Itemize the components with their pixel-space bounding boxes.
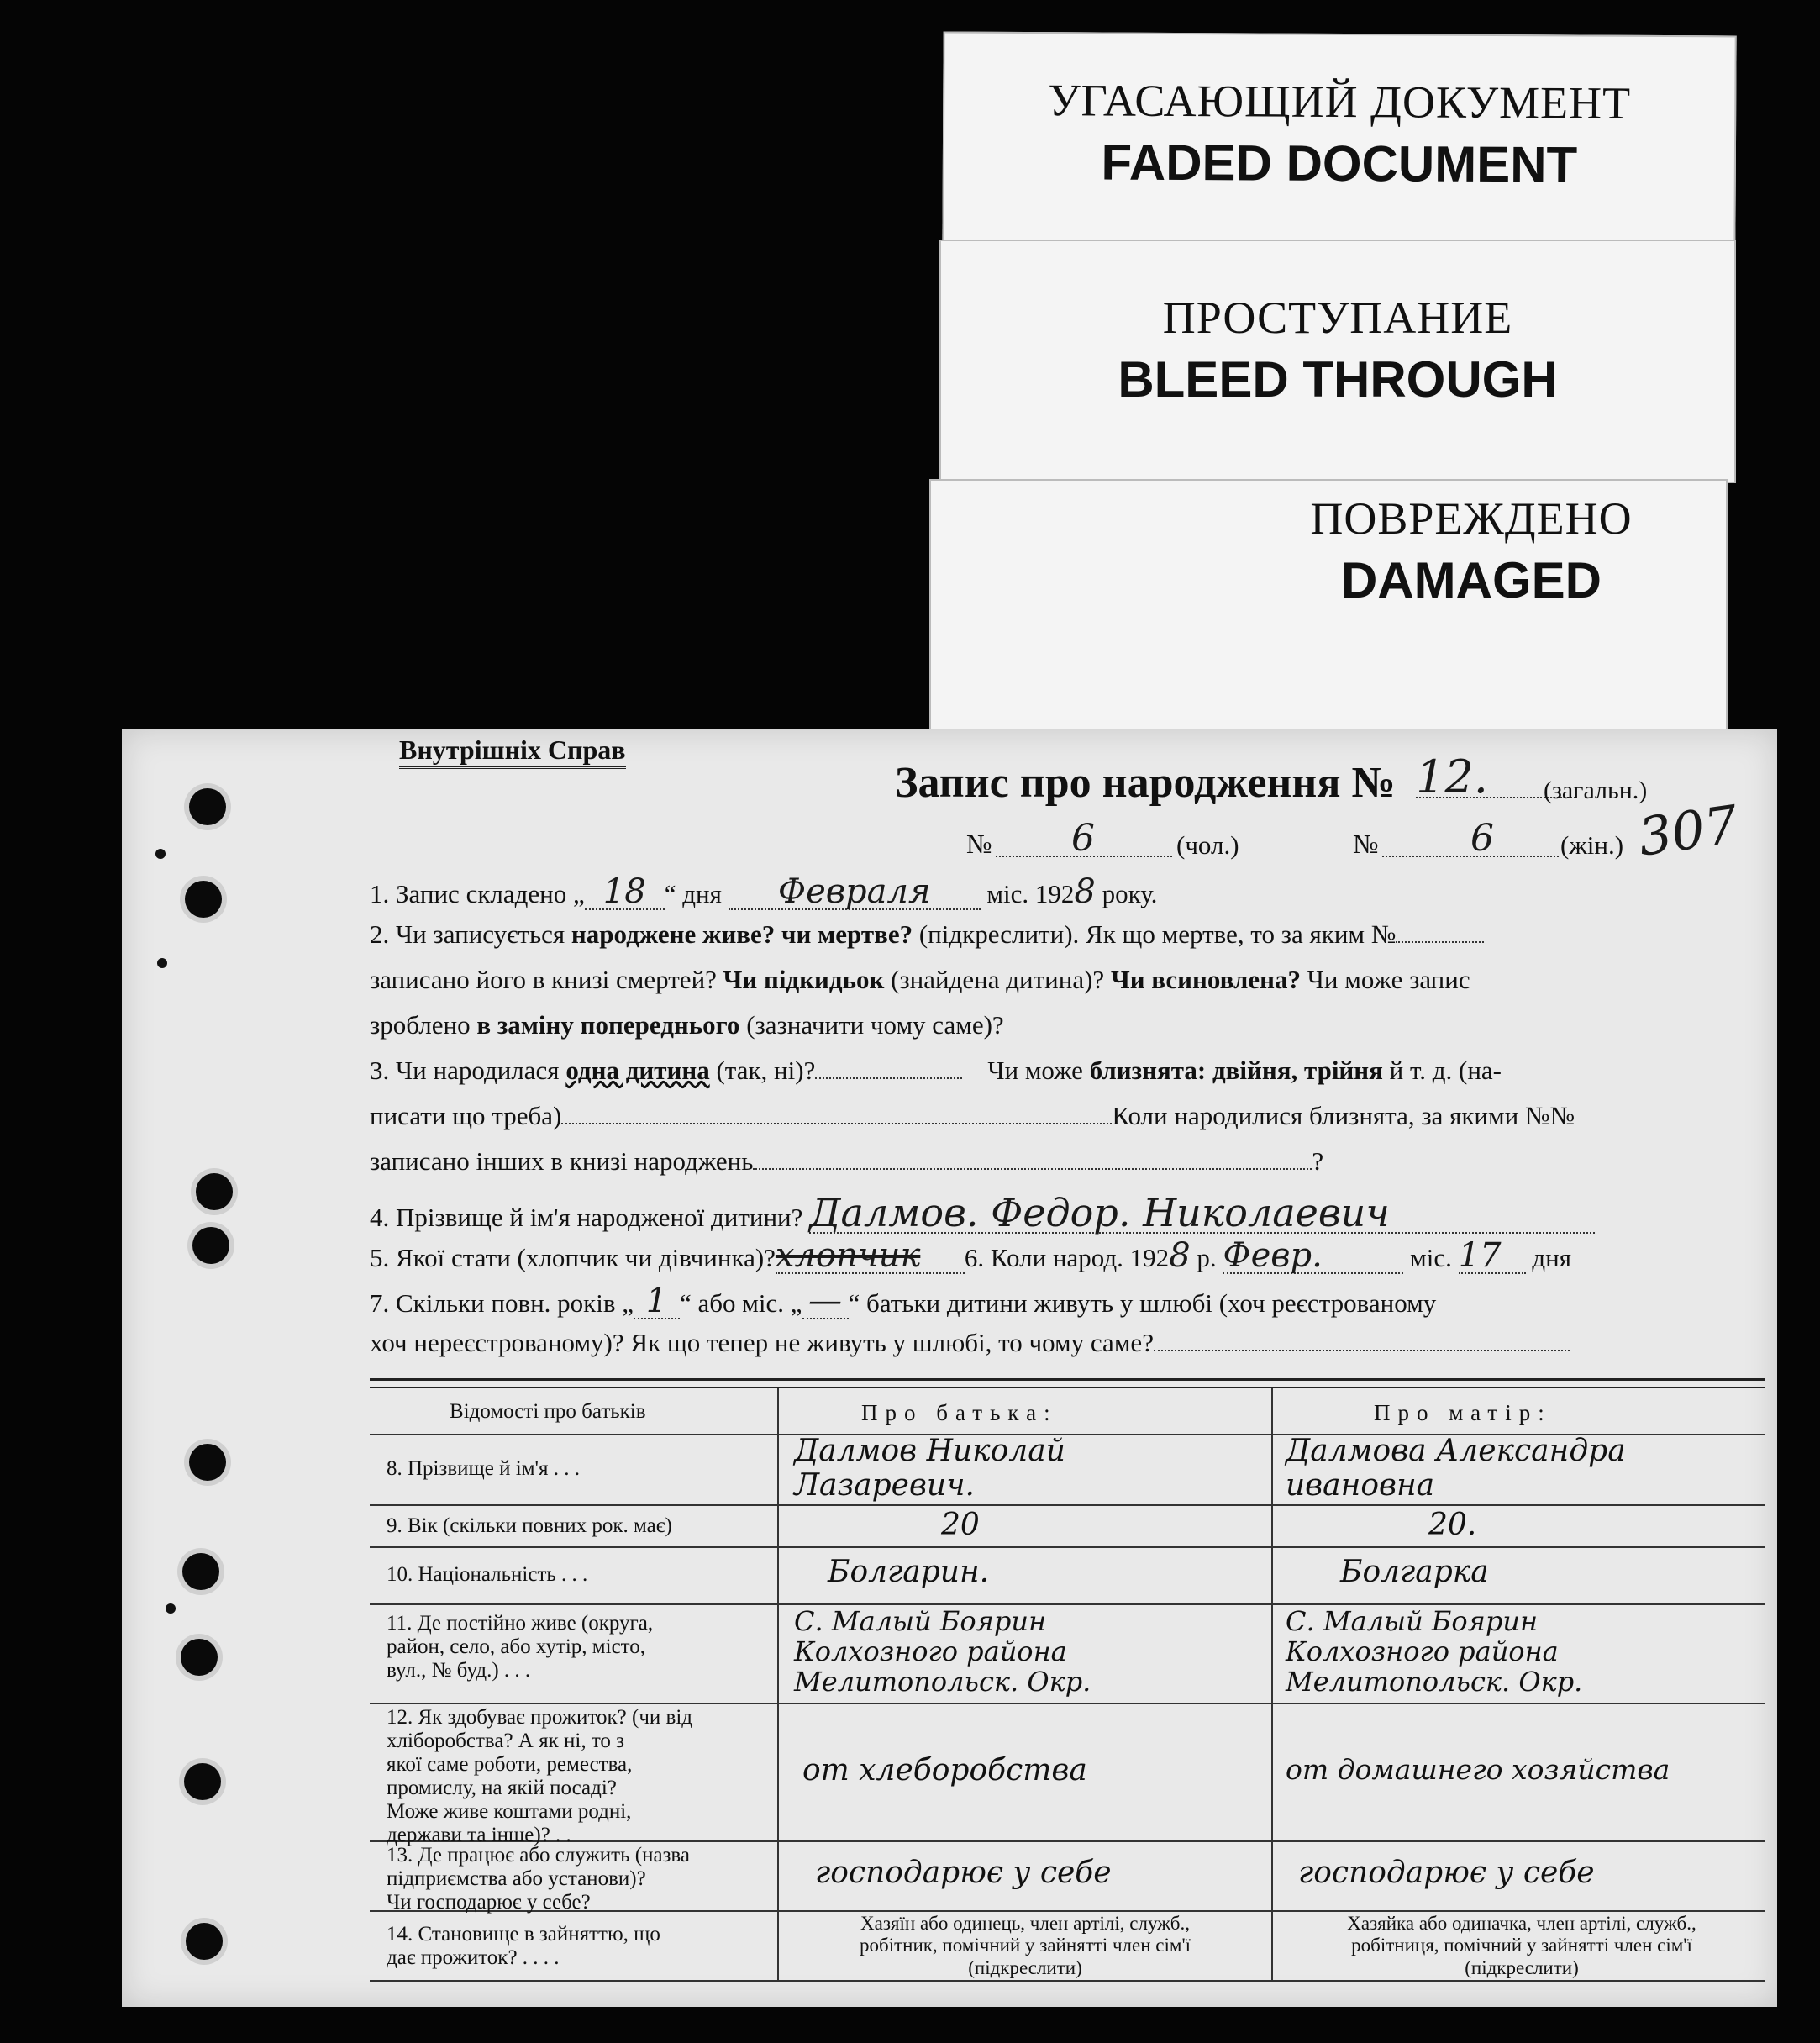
mother-residence: С. Малый Боярин Колхозного района Мелитопольск. Окр. (1286, 1605, 1583, 1698)
q3-bold: одна дитина (565, 1056, 710, 1085)
q7-months: — (802, 1284, 849, 1319)
punch-hole (189, 1444, 226, 1481)
row-label: 14. Становище в зайняттю, що дає прожиток? . . . . (387, 1923, 660, 1969)
q1-text: “ дня (664, 879, 722, 908)
col-divider (1271, 1388, 1273, 1981)
female-number-line (1382, 856, 1559, 857)
q7-line-2 (370, 1330, 1570, 1356)
bleed-through-card (939, 240, 1736, 483)
card-label-ru: ПОВРЕЖДЕНО (1310, 493, 1633, 544)
q5-value: хлопчик (776, 1239, 965, 1274)
father-livelihood: от хлеборобства (802, 1753, 1087, 1788)
punch-hole (186, 1923, 223, 1960)
male-number-value: 6 (1071, 817, 1095, 860)
card-label-en: BLEED THROUGH (1118, 351, 1558, 408)
q6-text: дня (1532, 1243, 1572, 1272)
row-divider (370, 1603, 1765, 1605)
mother-name: Далмова Александра ивановна (1286, 1434, 1626, 1503)
female-number-sign: № (1353, 829, 1379, 859)
q4-line (370, 1190, 1595, 1235)
q3-line-2 (370, 1103, 1575, 1129)
female-label: (жін.) (1560, 830, 1624, 860)
q3-text: писати що треба) (370, 1101, 562, 1130)
q1-year: 8 (1074, 872, 1096, 911)
q3-text: записано інших в книзі народжень (370, 1146, 754, 1176)
row-label: 8. Прізвище й ім'я . . . (387, 1457, 581, 1480)
row-label: 9. Вік (скільки повних рок. має) (387, 1514, 672, 1537)
record-number: 12. (1416, 750, 1488, 803)
father-nationality: Болгарин. (828, 1555, 990, 1589)
q3-blank (561, 1123, 1112, 1124)
q1-text: міс. 192 (986, 879, 1075, 908)
q7-text: 7. Скільки повн. років „ (370, 1288, 634, 1318)
father-residence: С. Малый Боярин Колхозного района Мелитопольск. Окр. (794, 1605, 1091, 1698)
q3-text: (так, ні)? (709, 1056, 816, 1085)
father-name: Далмов Николай Лазаревич. (794, 1434, 1065, 1503)
ink-dot (155, 849, 166, 859)
q5-text: 5. Якої стати (хлопчик чи дівчинка)? (370, 1243, 776, 1272)
q2-text: 2. Чи записується (370, 919, 571, 949)
mother-nationality: Болгарка (1340, 1555, 1489, 1589)
q7-text: хоч нереєстрованому)? Як що тепер не живуть у шлюбі, то чому саме? (370, 1328, 1154, 1357)
col-head-info: Відомості про батьків (450, 1400, 646, 1423)
q2-bold: народжене живе? чи мертве? (571, 919, 913, 949)
punch-hole (192, 1227, 229, 1264)
q3-bold: близнята: двійня, трійня (1089, 1056, 1383, 1085)
mother-workplace: господарює у себе (1298, 1856, 1595, 1890)
record-title: Запис про народження № (895, 759, 1396, 807)
row-divider (370, 1504, 1765, 1506)
q2-line-2 (370, 966, 1470, 993)
q1-text: 1. Запис складено „ (370, 879, 585, 908)
table-bottom (370, 1980, 1765, 1982)
mother-age: 20. (1428, 1508, 1477, 1542)
birth-record-document (122, 729, 1777, 2007)
q3-text: Коли народилися близнята, за якими №№ (1112, 1101, 1575, 1130)
punch-hole (196, 1173, 233, 1210)
col-divider (777, 1388, 779, 1981)
female-number-value: 6 (1470, 817, 1494, 860)
card-label-ru: ПРОСТУПАНИЕ (1162, 292, 1513, 343)
q2-bold: Чи всиновлена? (1110, 965, 1301, 994)
q1-text: року. (1102, 879, 1158, 908)
mother-status-options: Хазяйка або одиначка, член артілі, служб., робітниця, помічний у зайнятті член сім'ї (підкреслити) (1347, 1913, 1696, 1978)
q1-line (370, 872, 1158, 911)
q5-line (370, 1236, 1572, 1275)
ink-dot (157, 958, 167, 968)
punch-hole (184, 1763, 221, 1800)
damaged-card (929, 479, 1728, 731)
male-number-line (996, 856, 1172, 857)
q2-bold: в заміну попереднього (476, 1010, 740, 1040)
row-divider (370, 1703, 1765, 1704)
punch-hole (181, 1639, 218, 1676)
row-label: 11. Де постійно живе (округа, район, село, або хутір, місто, вул., № буд.) . . . (387, 1612, 654, 1682)
row-label: 12. Як здобуває прожиток? (чи від хліборобства? А як ні, то з якої саме роботи, ремества, промислу, на якій посаді? Може живе коштами родні, держави та інше)? . . (387, 1706, 693, 1846)
q3-blank (753, 1168, 1312, 1170)
q6-year: 8 (1169, 1236, 1191, 1275)
q2-text: зроблено (370, 1010, 477, 1040)
father-workplace: господарює у себе (815, 1856, 1112, 1890)
q3-text: 3. Чи народилася (370, 1056, 566, 1085)
card-label-en: FADED DOCUMENT (1101, 134, 1578, 193)
general-label: (загальн.) (1544, 777, 1648, 804)
q4-value: Далмов. Федор. Николаевич (809, 1193, 1595, 1234)
q3-text: ? (1312, 1146, 1324, 1176)
margin-number: 307 (1634, 793, 1742, 868)
q3-line-1 (370, 1057, 1502, 1083)
punch-hole (189, 788, 226, 825)
row-divider (370, 1546, 1765, 1548)
q1-day: 18 (585, 875, 665, 910)
table-top-rule (370, 1378, 1765, 1381)
q1-month: Февраля (729, 875, 981, 910)
col-head-father: Про батька: (861, 1400, 1058, 1425)
q7-blank (1154, 1350, 1570, 1351)
punch-hole (182, 1553, 219, 1590)
q7-text: “ або міс. „ (680, 1288, 802, 1318)
q2-line-1 (370, 921, 1484, 947)
table-top-rule (370, 1387, 1765, 1388)
q7-years: 1 (634, 1284, 680, 1319)
q6-day: 17 (1459, 1239, 1526, 1274)
q3-blank (815, 1077, 962, 1079)
male-label: (чол.) (1176, 830, 1239, 860)
q3-text: й т. д. (на- (1382, 1056, 1502, 1085)
card-label-en: DAMAGED (1341, 552, 1602, 608)
male-number-sign: № (966, 829, 992, 859)
q6-text: р. (1197, 1243, 1217, 1272)
card-label-ru: УГАСАЮЩИЙ ДОКУМЕНТ (1048, 75, 1632, 129)
row-label: 10. Національність . . . (387, 1563, 588, 1586)
q2-blank (1396, 941, 1484, 943)
q2-bold: Чи підкидьок (723, 965, 885, 994)
row-label: 13. Де працює або служить (назва підприємства або установи)? Чи господарює у себе? (387, 1844, 690, 1914)
q6-month: Февр. (1223, 1239, 1403, 1274)
q2-text: Чи може запис (1300, 965, 1470, 994)
q2-text: (підкреслити). Як що мертве, то за яким № (913, 919, 1397, 949)
q2-text: (зазначити чому саме)? (739, 1010, 1004, 1040)
q4-text: 4. Прізвище й ім'я народженої дитини? (370, 1203, 803, 1232)
q2-text: (знайдена дитина)? (884, 965, 1111, 994)
q7-text: “ батьки дитини живуть у шлюбі (хоч реєстрованому (848, 1288, 1437, 1318)
q3-text: Чи може (987, 1056, 1090, 1085)
ink-dot (166, 1603, 176, 1614)
mother-livelihood: от домашнего хозяйства (1286, 1753, 1670, 1786)
ministry-title: Внутрішніх Справ (399, 736, 626, 769)
q2-line-3 (370, 1012, 1004, 1038)
father-status-options: Хазяїн або одинець, член артілі, служб., робітник, помічний у зайнятті член сім'ї (підкреслити) (860, 1913, 1191, 1978)
q2-text: записано його в книзі смертей? (370, 965, 723, 994)
q7-line-1 (370, 1284, 1436, 1319)
col-head-mother: Про матір: (1374, 1400, 1552, 1425)
faded-document-card (942, 32, 1736, 255)
father-age: 20 (941, 1508, 980, 1542)
q3-line-3 (370, 1148, 1323, 1174)
q6-text: міс. (1410, 1243, 1452, 1272)
q6-text: 6. Коли народ. 192 (964, 1243, 1170, 1272)
punch-hole (185, 881, 222, 918)
